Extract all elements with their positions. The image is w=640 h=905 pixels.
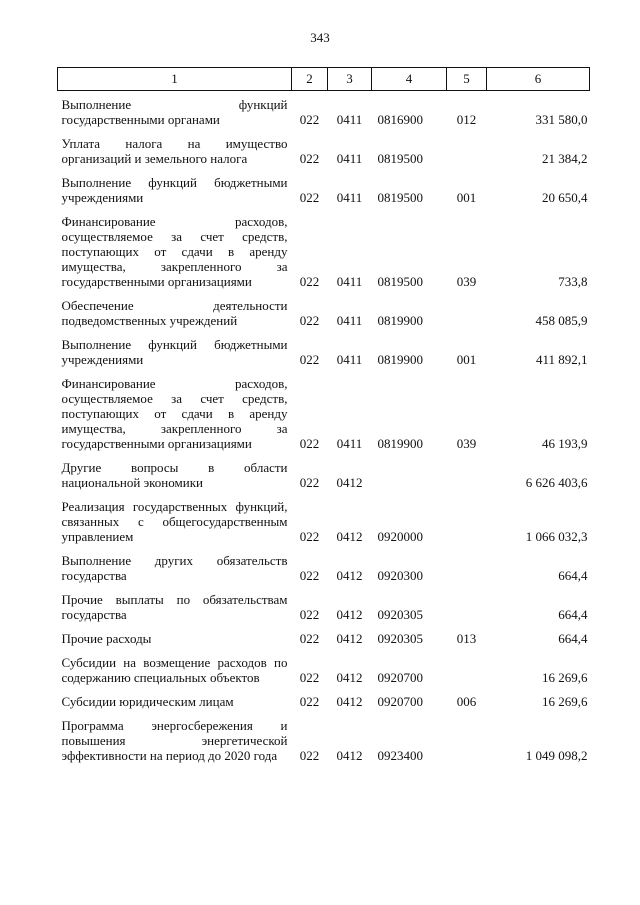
row-col-4: 0920305 <box>377 607 423 622</box>
row-col-6: 664,4 <box>558 607 588 622</box>
row-col-5 <box>447 130 487 169</box>
table-row <box>58 649 590 688</box>
row-col-5: 001 <box>456 352 477 367</box>
row-col-5 <box>447 586 487 625</box>
row-name: Уплата налога на имущество организаций и земельного налога <box>61 136 288 166</box>
row-col-5 <box>447 649 487 688</box>
row-col-5: 039 <box>456 436 477 451</box>
row-col-3: 0412 <box>336 631 363 646</box>
row-col-6: 46 193,9 <box>542 436 588 451</box>
row-name: Программа энергосбережения и повышения энергетической эффективности на период до 2020 года <box>61 718 288 763</box>
row-col-4: 0920300 <box>377 568 423 583</box>
row-col-5: 006 <box>456 694 477 709</box>
row-col-5 <box>447 292 487 331</box>
table-row <box>58 331 590 370</box>
row-col-2: 022 <box>299 529 320 544</box>
row-col-5 <box>447 712 487 766</box>
row-name: Финансирование расходов, осуществляемое за счет средств, поступающих от сдачи в аренду имущества, закрепленного за государственными организациями <box>61 376 288 451</box>
row-col-5 <box>447 493 487 547</box>
table-row <box>58 454 590 493</box>
row-col-5: 039 <box>456 274 477 289</box>
table-row <box>58 370 590 454</box>
row-col-3: 0412 <box>336 694 363 709</box>
header-col-3: 3 <box>328 68 372 91</box>
table-row <box>58 712 590 766</box>
row-col-6: 6 626 403,6 <box>525 475 588 490</box>
row-col-6: 16 269,6 <box>542 670 588 685</box>
row-col-4: 0920700 <box>377 694 423 709</box>
row-col-4: 0819500 <box>377 274 423 289</box>
row-col-3: 0412 <box>336 748 363 763</box>
row-col-3: 0411 <box>336 190 363 205</box>
table-row <box>58 91 590 131</box>
row-col-2: 022 <box>299 607 320 622</box>
row-name: Выполнение функций бюджетными учреждениями <box>61 337 288 367</box>
row-col-3: 0411 <box>336 151 363 166</box>
header-col-1: 1 <box>58 68 292 91</box>
header-col-2: 2 <box>292 68 328 91</box>
row-name: Финансирование расходов, осуществляемое за счет средств, поступающих от сдачи в аренду имущества, закрепленного за государственными организациями <box>61 214 288 289</box>
row-col-6: 16 269,6 <box>542 694 588 709</box>
row-col-2: 022 <box>299 475 320 490</box>
table-row <box>58 208 590 292</box>
row-col-4: 0816900 <box>377 112 423 127</box>
row-name: Субсидии юридическим лицам <box>61 694 234 709</box>
table-row <box>58 688 590 712</box>
row-name: Прочие расходы <box>61 631 152 646</box>
row-col-2: 022 <box>299 694 320 709</box>
row-col-2: 022 <box>299 151 320 166</box>
row-name: Реализация государственных функций, связанных с общегосударственным управлением <box>61 499 288 544</box>
row-col-6: 664,4 <box>558 631 588 646</box>
row-col-4: 0819900 <box>377 436 423 451</box>
header-col-4: 4 <box>372 68 447 91</box>
row-col-2: 022 <box>299 748 320 763</box>
row-col-4: 0819900 <box>377 352 423 367</box>
header-col-5: 5 <box>447 68 487 91</box>
row-name: Обеспечение деятельности подведомственных учреждений <box>61 298 288 328</box>
row-col-3: 0412 <box>336 670 363 685</box>
table-row <box>58 169 590 208</box>
row-col-3: 0412 <box>336 529 363 544</box>
row-col-4: 0920700 <box>377 670 423 685</box>
row-col-3: 0411 <box>336 112 363 127</box>
row-col-6: 458 085,9 <box>535 313 588 328</box>
row-col-2: 022 <box>299 190 320 205</box>
row-col-2: 022 <box>299 313 320 328</box>
table-row <box>58 625 590 649</box>
table-body <box>58 91 590 767</box>
row-col-6: 1 066 032,3 <box>525 529 588 544</box>
row-col-6: 411 892,1 <box>535 352 588 367</box>
row-col-6: 664,4 <box>558 568 588 583</box>
table-row <box>58 493 590 547</box>
row-col-2: 022 <box>299 352 320 367</box>
row-col-4: 0819500 <box>377 151 423 166</box>
header-col-6: 6 <box>487 68 590 91</box>
row-name: Выполнение функций государственными органами <box>61 97 288 127</box>
table-row <box>58 292 590 331</box>
budget-table <box>57 67 590 766</box>
row-col-4: 0920000 <box>377 529 423 544</box>
row-col-3: 0411 <box>336 274 363 289</box>
row-col-4: 0923400 <box>377 748 423 763</box>
row-col-3: 0412 <box>336 607 363 622</box>
table-row <box>58 547 590 586</box>
row-name: Другие вопросы в области национальной экономики <box>61 460 288 490</box>
row-col-4: 0920305 <box>377 631 423 646</box>
row-col-2: 022 <box>299 670 320 685</box>
row-col-4: 0819900 <box>377 313 423 328</box>
row-col-4 <box>372 454 447 493</box>
row-col-3: 0412 <box>336 568 363 583</box>
row-col-2: 022 <box>299 274 320 289</box>
row-col-2: 022 <box>299 631 320 646</box>
row-col-6: 20 650,4 <box>542 190 588 205</box>
table-header-row <box>58 68 590 91</box>
row-col-5 <box>447 547 487 586</box>
row-col-3: 0412 <box>336 475 363 490</box>
row-col-6: 733,8 <box>558 274 588 289</box>
row-col-2: 022 <box>299 112 320 127</box>
row-col-3: 0411 <box>336 436 363 451</box>
page-number: 343 <box>310 30 330 45</box>
row-col-6: 331 580,0 <box>535 112 588 127</box>
row-name: Выполнение других обязательств государства <box>61 553 288 583</box>
row-col-5 <box>447 454 487 493</box>
table-row <box>58 130 590 169</box>
row-col-5: 001 <box>456 190 477 205</box>
row-col-2: 022 <box>299 436 320 451</box>
row-name: Выполнение функций бюджетными учреждениями <box>61 175 288 205</box>
row-col-5: 012 <box>456 112 477 127</box>
row-name: Субсидии на возмещение расходов по содержанию специальных объектов <box>61 655 288 685</box>
row-col-5: 013 <box>456 631 477 646</box>
row-col-6: 1 049 098,2 <box>525 748 588 763</box>
row-col-2: 022 <box>299 568 320 583</box>
row-col-4: 0819500 <box>377 190 423 205</box>
row-col-6: 21 384,2 <box>542 151 588 166</box>
row-col-3: 0411 <box>336 352 363 367</box>
row-col-3: 0411 <box>336 313 363 328</box>
table-row <box>58 586 590 625</box>
row-name: Прочие выплаты по обязательствам государства <box>61 592 288 622</box>
